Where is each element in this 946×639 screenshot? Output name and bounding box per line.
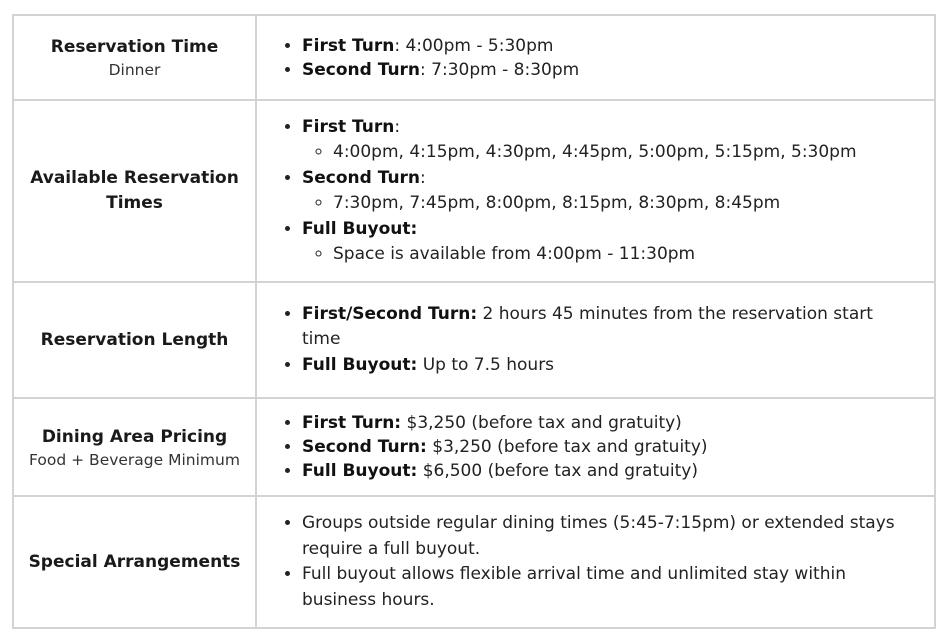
item-text: $6,500 (before tax and gratuity) [417, 461, 698, 481]
row-dining-area-pricing [13, 398, 935, 496]
row-label-line: Times [106, 193, 163, 213]
item-bold-label: First Turn [302, 116, 395, 137]
label-cell-special-arrangements [13, 496, 256, 628]
item-bold-label: Second Turn: [302, 437, 427, 457]
content-cell-reservation-time [256, 15, 935, 100]
list-item [302, 435, 910, 459]
row-special-arrangements [13, 496, 935, 628]
item-bold-label: Full Buyout: [302, 354, 418, 375]
item-text: : 7:30pm - 8:30pm [420, 59, 580, 80]
list-item: • Groups outside regular dining times (5:45-7:15pm) or extended stays require a full buyout. [302, 511, 910, 562]
list-item [302, 217, 910, 268]
list-item [302, 34, 910, 58]
sub-bullet-list [302, 140, 910, 166]
row-sublabel: Dinner [108, 61, 161, 79]
sub-list-item: ◦ 7:30pm, 7:45pm, 8:00pm, 8:15pm, 8:30pm, 8:45pm [333, 191, 910, 217]
row-sublabel: Food + Beverage Minimum [29, 450, 240, 469]
label-cell-reservation-length [13, 282, 256, 398]
row-label: Dining Area Pricing [41, 426, 228, 447]
row-label: Reservation Length [40, 329, 229, 350]
row-label: Special Arrangements [28, 551, 241, 572]
item-bold-label: Full Buyout: [302, 461, 418, 481]
row-label [24, 166, 245, 216]
bullet-list [257, 302, 910, 379]
list-item [302, 166, 910, 217]
list-item [302, 58, 910, 82]
row-reservation-length [13, 282, 935, 398]
content-cell-available-times [256, 100, 935, 282]
row-available-reservation-times [13, 100, 935, 282]
item-bold-label: First Turn [302, 35, 395, 56]
list-item: • Full buyout allows flexible arrival time and unlimited stay within business hours. [302, 562, 910, 613]
content-cell-dining-pricing [256, 398, 935, 496]
bullet-list [257, 511, 910, 613]
sub-list-item: ◦ 4:00pm, 4:15pm, 4:30pm, 4:45pm, 5:00pm, 5:15pm, 5:30pm [333, 140, 910, 166]
item-bold-label: Second Turn [302, 167, 421, 188]
item-bold-label: Second Turn [302, 59, 421, 80]
sub-bullet-list [302, 242, 910, 268]
item-bold-label: Full Buyout: [302, 218, 418, 239]
list-item [302, 115, 910, 166]
item-text: $3,250 (before tax and gratuity) [401, 413, 682, 433]
sub-bullet-list [302, 191, 910, 217]
row-label-line: Available Reservation [30, 168, 239, 188]
item-text: : 4:00pm - 5:30pm [394, 35, 554, 56]
list-item [302, 411, 910, 435]
item-text: Up to 7.5 hours [417, 354, 555, 375]
item-text: 2 hours 45 minutes from the reservation start time [302, 303, 873, 350]
item-text: $3,250 (before tax and gratuity) [426, 437, 708, 457]
item-text: : [394, 116, 401, 137]
list-item [302, 302, 910, 353]
sub-list-item: ◦ Space is available from 4:00pm - 11:30pm [333, 242, 910, 268]
list-item [302, 353, 910, 379]
row-reservation-time [13, 15, 935, 100]
item-bold-label: First/Second Turn: [302, 303, 478, 324]
content-cell-special-arrangements [256, 496, 935, 628]
row-label: Reservation Time [50, 37, 219, 57]
bullet-list [257, 411, 910, 483]
bullet-list [257, 115, 910, 268]
label-cell-reservation-time [13, 15, 256, 100]
item-bold-label: First Turn: [302, 413, 402, 433]
label-cell-dining-pricing [13, 398, 256, 496]
label-cell-available-times [13, 100, 256, 282]
content-cell-reservation-length [256, 282, 935, 398]
item-text: : [420, 167, 426, 188]
bullet-list [257, 34, 910, 82]
reservation-info-table [12, 14, 936, 629]
list-item [302, 459, 910, 483]
